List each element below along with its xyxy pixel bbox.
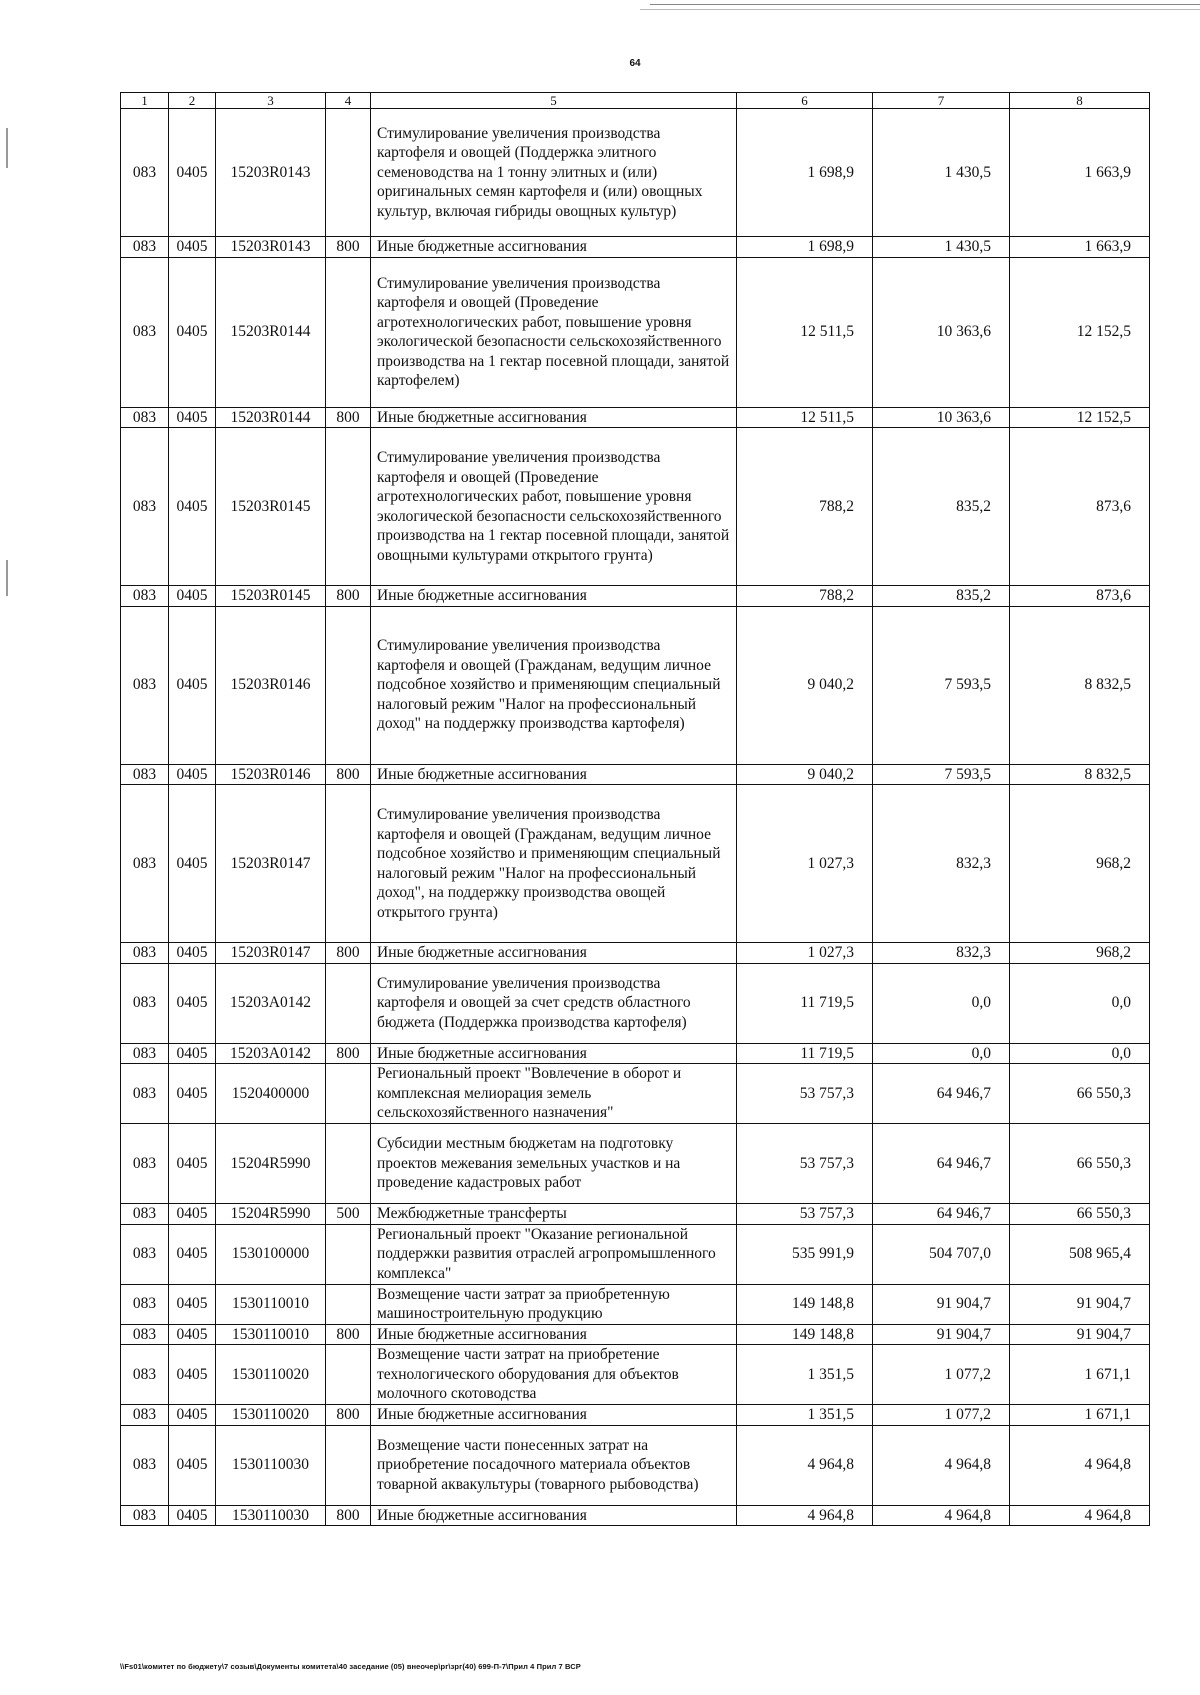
amount-col8: 1 671,1 <box>1010 1345 1150 1405</box>
item-description: Стимулирование увеличения производства картофеля и овощей (Проведение агротехнологических работ, повышение уровня экологической безопасности сельскохозяйственного производства на 1 гектар посевной площади, занятой картофелем) <box>371 257 737 407</box>
column-header: 1 <box>121 93 169 109</box>
amount-col6: 1 027,3 <box>737 785 873 943</box>
amount-col7: 91 904,7 <box>873 1324 1010 1345</box>
target-article-code: 1530110030 <box>216 1505 326 1526</box>
amount-col6: 1 351,5 <box>737 1345 873 1405</box>
amount-col8: 968,2 <box>1010 943 1150 964</box>
table-row <box>121 1425 1150 1505</box>
section-code: 0405 <box>169 586 216 607</box>
scan-top-rule <box>650 4 1200 5</box>
amount-col7: 835,2 <box>873 428 1010 586</box>
budget-table <box>120 92 1150 1526</box>
amount-col7: 1 077,2 <box>873 1405 1010 1426</box>
target-article-code: 1530110010 <box>216 1284 326 1324</box>
target-article-code: 1520400000 <box>216 1064 326 1124</box>
amount-col7: 832,3 <box>873 785 1010 943</box>
ministry-code: 083 <box>121 963 169 1043</box>
section-code: 0405 <box>169 257 216 407</box>
amount-col7: 4 964,8 <box>873 1505 1010 1526</box>
section-code: 0405 <box>169 785 216 943</box>
ministry-code: 083 <box>121 1324 169 1345</box>
amount-col8: 873,6 <box>1010 586 1150 607</box>
table-row <box>121 109 1150 237</box>
expense-type-code <box>326 1064 371 1124</box>
amount-col8: 91 904,7 <box>1010 1284 1150 1324</box>
amount-col8: 12 152,5 <box>1010 257 1150 407</box>
target-article-code: 15203А0142 <box>216 963 326 1043</box>
section-code: 0405 <box>169 963 216 1043</box>
column-header: 7 <box>873 93 1010 109</box>
amount-col7: 7 593,5 <box>873 764 1010 785</box>
item-description: Иные бюджетные ассигнования <box>371 237 737 258</box>
table-row <box>121 1124 1150 1204</box>
ministry-code: 083 <box>121 764 169 785</box>
ministry-code: 083 <box>121 943 169 964</box>
amount-col8: 66 550,3 <box>1010 1204 1150 1225</box>
section-code: 0405 <box>169 1405 216 1426</box>
expense-type-code <box>326 1124 371 1204</box>
ministry-code: 083 <box>121 1064 169 1124</box>
ministry-code: 083 <box>121 1405 169 1426</box>
scan-top-rule <box>640 9 1200 10</box>
expense-type-code: 800 <box>326 237 371 258</box>
target-article-code: 1530110020 <box>216 1345 326 1405</box>
target-article-code: 15203R0145 <box>216 586 326 607</box>
expense-type-code <box>326 257 371 407</box>
column-header: 6 <box>737 93 873 109</box>
expense-type-code: 800 <box>326 1405 371 1426</box>
item-description: Стимулирование увеличения производства картофеля и овощей (Гражданам, ведущим личное подсобное хозяйство и применяющим специальный налоговый режим "Налог на профессиональный доход", на поддержку производства овощей открытого грунта) <box>371 785 737 943</box>
item-description: Региональный проект "Вовлечение в оборот и комплексная мелиорация земель сельскохозяйственного назначения" <box>371 1064 737 1124</box>
target-article-code: 15203R0146 <box>216 764 326 785</box>
column-header: 4 <box>326 93 371 109</box>
item-description: Иные бюджетные ассигнования <box>371 586 737 607</box>
expense-type-code <box>326 1425 371 1505</box>
target-article-code: 1530110010 <box>216 1324 326 1345</box>
table-row <box>121 606 1150 764</box>
expense-type-code: 800 <box>326 407 371 428</box>
amount-col7: 91 904,7 <box>873 1284 1010 1324</box>
target-article-code: 15203R0147 <box>216 785 326 943</box>
section-code: 0405 <box>169 407 216 428</box>
ministry-code: 083 <box>121 1505 169 1526</box>
item-description: Возмещение части понесенных затрат на приобретение посадочного материала объектов товарной аквакультуры (товарного рыбоводства) <box>371 1425 737 1505</box>
amount-col7: 10 363,6 <box>873 257 1010 407</box>
amount-col7: 64 946,7 <box>873 1124 1010 1204</box>
item-description: Субсидии местным бюджетам на подготовку проектов межевания земельных участков и на проведение кадастровых работ <box>371 1124 737 1204</box>
item-description: Иные бюджетные ассигнования <box>371 764 737 785</box>
table-row <box>121 1324 1150 1345</box>
table-row <box>121 1064 1150 1124</box>
ministry-code: 083 <box>121 1124 169 1204</box>
table-row <box>121 1204 1150 1225</box>
section-code: 0405 <box>169 1324 216 1345</box>
amount-col8: 0,0 <box>1010 963 1150 1043</box>
section-code: 0405 <box>169 237 216 258</box>
amount-col6: 53 757,3 <box>737 1064 873 1124</box>
item-description: Возмещение части затрат на приобретение технологического оборудования для объектов молочного скотоводства <box>371 1345 737 1405</box>
amount-col7: 832,3 <box>873 943 1010 964</box>
table-row <box>121 1405 1150 1426</box>
amount-col6: 1 351,5 <box>737 1405 873 1426</box>
expense-type-code: 500 <box>326 1204 371 1225</box>
section-code: 0405 <box>169 1064 216 1124</box>
section-code: 0405 <box>169 943 216 964</box>
amount-col8: 66 550,3 <box>1010 1124 1150 1204</box>
table-row <box>121 1224 1150 1284</box>
table-row <box>121 943 1150 964</box>
target-article-code: 15203А0142 <box>216 1043 326 1064</box>
expense-type-code <box>326 1345 371 1405</box>
column-header: 3 <box>216 93 326 109</box>
amount-col8: 12 152,5 <box>1010 407 1150 428</box>
item-description: Межбюджетные трансферты <box>371 1204 737 1225</box>
section-code: 0405 <box>169 1043 216 1064</box>
amount-col6: 9 040,2 <box>737 606 873 764</box>
amount-col8: 1 663,9 <box>1010 237 1150 258</box>
ministry-code: 083 <box>121 785 169 943</box>
table-row <box>121 586 1150 607</box>
amount-col7: 1 430,5 <box>873 237 1010 258</box>
amount-col7: 504 707,0 <box>873 1224 1010 1284</box>
expense-type-code <box>326 109 371 237</box>
amount-col7: 4 964,8 <box>873 1425 1010 1505</box>
table-row <box>121 237 1150 258</box>
ministry-code: 083 <box>121 586 169 607</box>
amount-col8: 4 964,8 <box>1010 1425 1150 1505</box>
amount-col8: 1 671,1 <box>1010 1405 1150 1426</box>
amount-col8: 1 663,9 <box>1010 109 1150 237</box>
amount-col7: 835,2 <box>873 586 1010 607</box>
section-code: 0405 <box>169 606 216 764</box>
amount-col8: 8 832,5 <box>1010 764 1150 785</box>
target-article-code: 15204R5990 <box>216 1124 326 1204</box>
amount-col8: 91 904,7 <box>1010 1324 1150 1345</box>
amount-col8: 0,0 <box>1010 1043 1150 1064</box>
expense-type-code: 800 <box>326 1324 371 1345</box>
expense-type-code <box>326 785 371 943</box>
amount-col7: 1 430,5 <box>873 109 1010 237</box>
expense-type-code: 800 <box>326 764 371 785</box>
amount-col8: 4 964,8 <box>1010 1505 1150 1526</box>
amount-col6: 149 148,8 <box>737 1324 873 1345</box>
target-article-code: 15203R0144 <box>216 407 326 428</box>
amount-col6: 788,2 <box>737 428 873 586</box>
ministry-code: 083 <box>121 407 169 428</box>
amount-col6: 4 964,8 <box>737 1425 873 1505</box>
amount-col6: 1 027,3 <box>737 943 873 964</box>
amount-col6: 11 719,5 <box>737 1043 873 1064</box>
target-article-code: 15203R0143 <box>216 109 326 237</box>
ministry-code: 083 <box>121 1425 169 1505</box>
item-description: Стимулирование увеличения производства картофеля и овощей (Поддержка элитного семеноводства на 1 тонну элитных и (или) оригинальных семян картофеля и (или) овощных культур, включая гибриды овощных культур) <box>371 109 737 237</box>
amount-col6: 4 964,8 <box>737 1505 873 1526</box>
amount-col8: 8 832,5 <box>1010 606 1150 764</box>
table-row <box>121 1345 1150 1405</box>
section-code: 0405 <box>169 1204 216 1225</box>
item-description: Иные бюджетные ассигнования <box>371 1505 737 1526</box>
amount-col6: 53 757,3 <box>737 1204 873 1225</box>
item-description: Иные бюджетные ассигнования <box>371 1043 737 1064</box>
target-article-code: 1530110020 <box>216 1405 326 1426</box>
item-description: Стимулирование увеличения производства картофеля и овощей за счет средств областного бюджета (Поддержка производства картофеля) <box>371 963 737 1043</box>
expense-type-code <box>326 606 371 764</box>
amount-col6: 12 511,5 <box>737 407 873 428</box>
column-header: 2 <box>169 93 216 109</box>
section-code: 0405 <box>169 1505 216 1526</box>
page-number: 64 <box>629 58 641 69</box>
amount-col6: 53 757,3 <box>737 1124 873 1204</box>
amount-col7: 1 077,2 <box>873 1345 1010 1405</box>
ministry-code: 083 <box>121 1224 169 1284</box>
expense-type-code <box>326 963 371 1043</box>
amount-col7: 64 946,7 <box>873 1204 1010 1225</box>
ministry-code: 083 <box>121 428 169 586</box>
scan-margin-mark <box>6 560 8 596</box>
expense-type-code <box>326 1224 371 1284</box>
item-description: Иные бюджетные ассигнования <box>371 407 737 428</box>
item-description: Иные бюджетные ассигнования <box>371 943 737 964</box>
scan-margin-mark <box>6 128 8 168</box>
ministry-code: 083 <box>121 1284 169 1324</box>
amount-col7: 64 946,7 <box>873 1064 1010 1124</box>
section-code: 0405 <box>169 1124 216 1204</box>
section-code: 0405 <box>169 109 216 237</box>
amount-col8: 66 550,3 <box>1010 1064 1150 1124</box>
amount-col8: 873,6 <box>1010 428 1150 586</box>
item-description: Иные бюджетные ассигнования <box>371 1324 737 1345</box>
target-article-code: 1530110030 <box>216 1425 326 1505</box>
section-code: 0405 <box>169 1224 216 1284</box>
section-code: 0405 <box>169 428 216 586</box>
amount-col6: 1 698,9 <box>737 109 873 237</box>
amount-col7: 10 363,6 <box>873 407 1010 428</box>
expense-type-code: 800 <box>326 943 371 964</box>
expense-type-code: 800 <box>326 586 371 607</box>
column-number-row <box>121 93 1150 109</box>
column-header: 5 <box>371 93 737 109</box>
amount-col6: 535 991,9 <box>737 1224 873 1284</box>
table-row <box>121 764 1150 785</box>
amount-col6: 1 698,9 <box>737 237 873 258</box>
amount-col6: 149 148,8 <box>737 1284 873 1324</box>
expense-type-code <box>326 428 371 586</box>
item-description: Региональный проект "Оказание региональной поддержки развития отраслей агропромышленного комплекса" <box>371 1224 737 1284</box>
table-row <box>121 785 1150 943</box>
ministry-code: 083 <box>121 237 169 258</box>
item-description: Стимулирование увеличения производства картофеля и овощей (Гражданам, ведущим личное подсобное хозяйство и применяющим специальный налоговый режим "Налог на профессиональный доход" на поддержку производства картофеля) <box>371 606 737 764</box>
section-code: 0405 <box>169 1345 216 1405</box>
amount-col7: 0,0 <box>873 1043 1010 1064</box>
amount-col8: 968,2 <box>1010 785 1150 943</box>
table-row <box>121 257 1150 407</box>
target-article-code: 1530100000 <box>216 1224 326 1284</box>
ministry-code: 083 <box>121 1204 169 1225</box>
amount-col6: 12 511,5 <box>737 257 873 407</box>
target-article-code: 15203R0145 <box>216 428 326 586</box>
target-article-code: 15203R0143 <box>216 237 326 258</box>
target-article-code: 15203R0144 <box>216 257 326 407</box>
target-article-code: 15203R0146 <box>216 606 326 764</box>
ministry-code: 083 <box>121 1043 169 1064</box>
item-description: Иные бюджетные ассигнования <box>371 1405 737 1426</box>
table-row <box>121 428 1150 586</box>
amount-col8: 508 965,4 <box>1010 1224 1150 1284</box>
section-code: 0405 <box>169 764 216 785</box>
table-row <box>121 407 1150 428</box>
ministry-code: 083 <box>121 606 169 764</box>
item-description: Возмещение части затрат за приобретенную машиностроительную продукцию <box>371 1284 737 1324</box>
footer-file-path: \\Fs01\комитет по бюджету\7 созыв\Документы комитета\40 заседание (05) внеочер\рг\зрг(40) 699-П-7\Прил 4 Прил 7 ВСР <box>120 1662 581 1671</box>
amount-col6: 9 040,2 <box>737 764 873 785</box>
table-row <box>121 963 1150 1043</box>
ministry-code: 083 <box>121 1345 169 1405</box>
table-row <box>121 1043 1150 1064</box>
table-body <box>121 109 1150 1526</box>
table-row <box>121 1505 1150 1526</box>
section-code: 0405 <box>169 1425 216 1505</box>
expense-type-code <box>326 1284 371 1324</box>
table-row <box>121 1284 1150 1324</box>
amount-col7: 7 593,5 <box>873 606 1010 764</box>
column-header: 8 <box>1010 93 1150 109</box>
amount-col7: 0,0 <box>873 963 1010 1043</box>
target-article-code: 15204R5990 <box>216 1204 326 1225</box>
expense-type-code: 800 <box>326 1043 371 1064</box>
item-description: Стимулирование увеличения производства картофеля и овощей (Проведение агротехнологических работ, повышение уровня экологической безопасности сельскохозяйственного производства на 1 гектар посевной площади, занятой овощными культурами открытого грунта) <box>371 428 737 586</box>
section-code: 0405 <box>169 1284 216 1324</box>
expense-type-code: 800 <box>326 1505 371 1526</box>
ministry-code: 083 <box>121 109 169 237</box>
amount-col6: 11 719,5 <box>737 963 873 1043</box>
ministry-code: 083 <box>121 257 169 407</box>
amount-col6: 788,2 <box>737 586 873 607</box>
target-article-code: 15203R0147 <box>216 943 326 964</box>
